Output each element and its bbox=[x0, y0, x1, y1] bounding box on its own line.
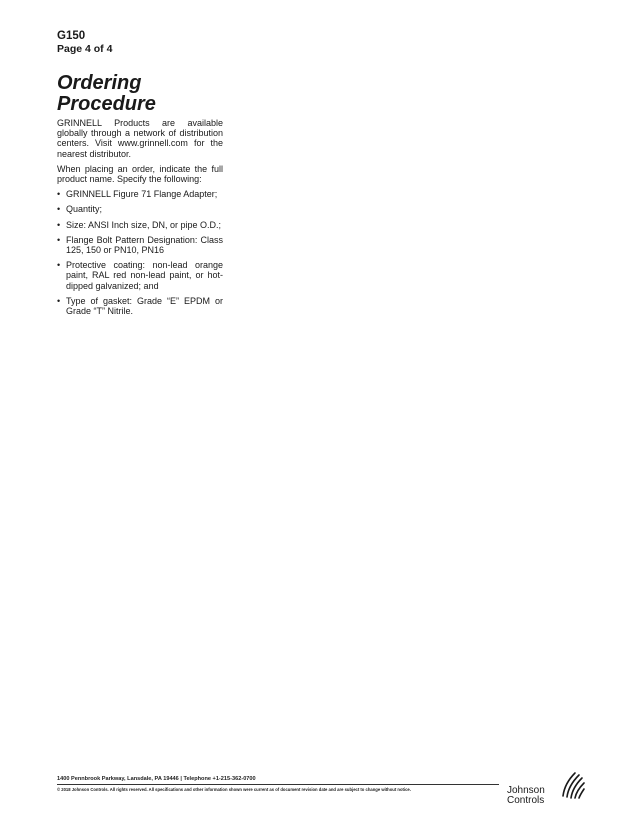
johnson-controls-swirl-icon bbox=[559, 770, 585, 800]
instructions-paragraph: When placing an order, indicate the full product name. Specify the following: bbox=[57, 163, 223, 185]
bullet-icon: • bbox=[57, 234, 61, 245]
list-item: • Type of gasket: Grade “E” EPDM or Grade “T” Nitrile. bbox=[57, 295, 223, 317]
footer-divider bbox=[57, 784, 499, 785]
document-id: G150 bbox=[57, 30, 86, 42]
bullet-icon: • bbox=[57, 189, 61, 200]
section-title-line-2: Procedure bbox=[57, 93, 156, 115]
list-item: • Quantity; bbox=[57, 204, 103, 215]
bullet-icon: • bbox=[57, 295, 61, 306]
bullet-icon: • bbox=[57, 204, 61, 215]
list-item: • Protective coating: non-lead orange paint, RAL red non-lead paint, or hot-dipped galvanized; and bbox=[57, 260, 223, 291]
logo-wordmark bbox=[507, 786, 545, 806]
list-item: • Size: ANSI Inch size, DN, or pipe O.D.; bbox=[57, 219, 222, 230]
logo-line-1: Johnson bbox=[507, 785, 545, 796]
page-number: Page 4 of 4 bbox=[57, 43, 113, 55]
company-logo bbox=[507, 770, 587, 806]
specification-list bbox=[57, 189, 223, 316]
logo-line-2: Controls bbox=[507, 795, 545, 806]
intro-paragraph: GRINNELL Products are available globally through a network of distribution centers. Visit www.grinnell.com for the nearest distributor. bbox=[57, 118, 223, 159]
section-title bbox=[57, 73, 156, 115]
bullet-icon: • bbox=[57, 260, 61, 271]
ordering-body bbox=[57, 118, 223, 321]
bullet-icon: • bbox=[57, 219, 61, 230]
footer-address: 1400 Pennbrook Parkway, Lansdale, PA 19446 | Telephone +1-215-362-0700 bbox=[57, 776, 256, 782]
list-item: • Flange Bolt Pattern Designation: Class 125, 150 or PN10, PN16 bbox=[57, 234, 223, 256]
footer-copyright: © 2018 Johnson Controls. All rights reserved. All specifications and other information shown were current as of document revision date and are subject to change without notice. bbox=[57, 787, 411, 792]
section-title-line-1: Ordering bbox=[57, 72, 142, 94]
list-item: • GRINNELL Figure 71 Flange Adapter; bbox=[57, 189, 218, 200]
